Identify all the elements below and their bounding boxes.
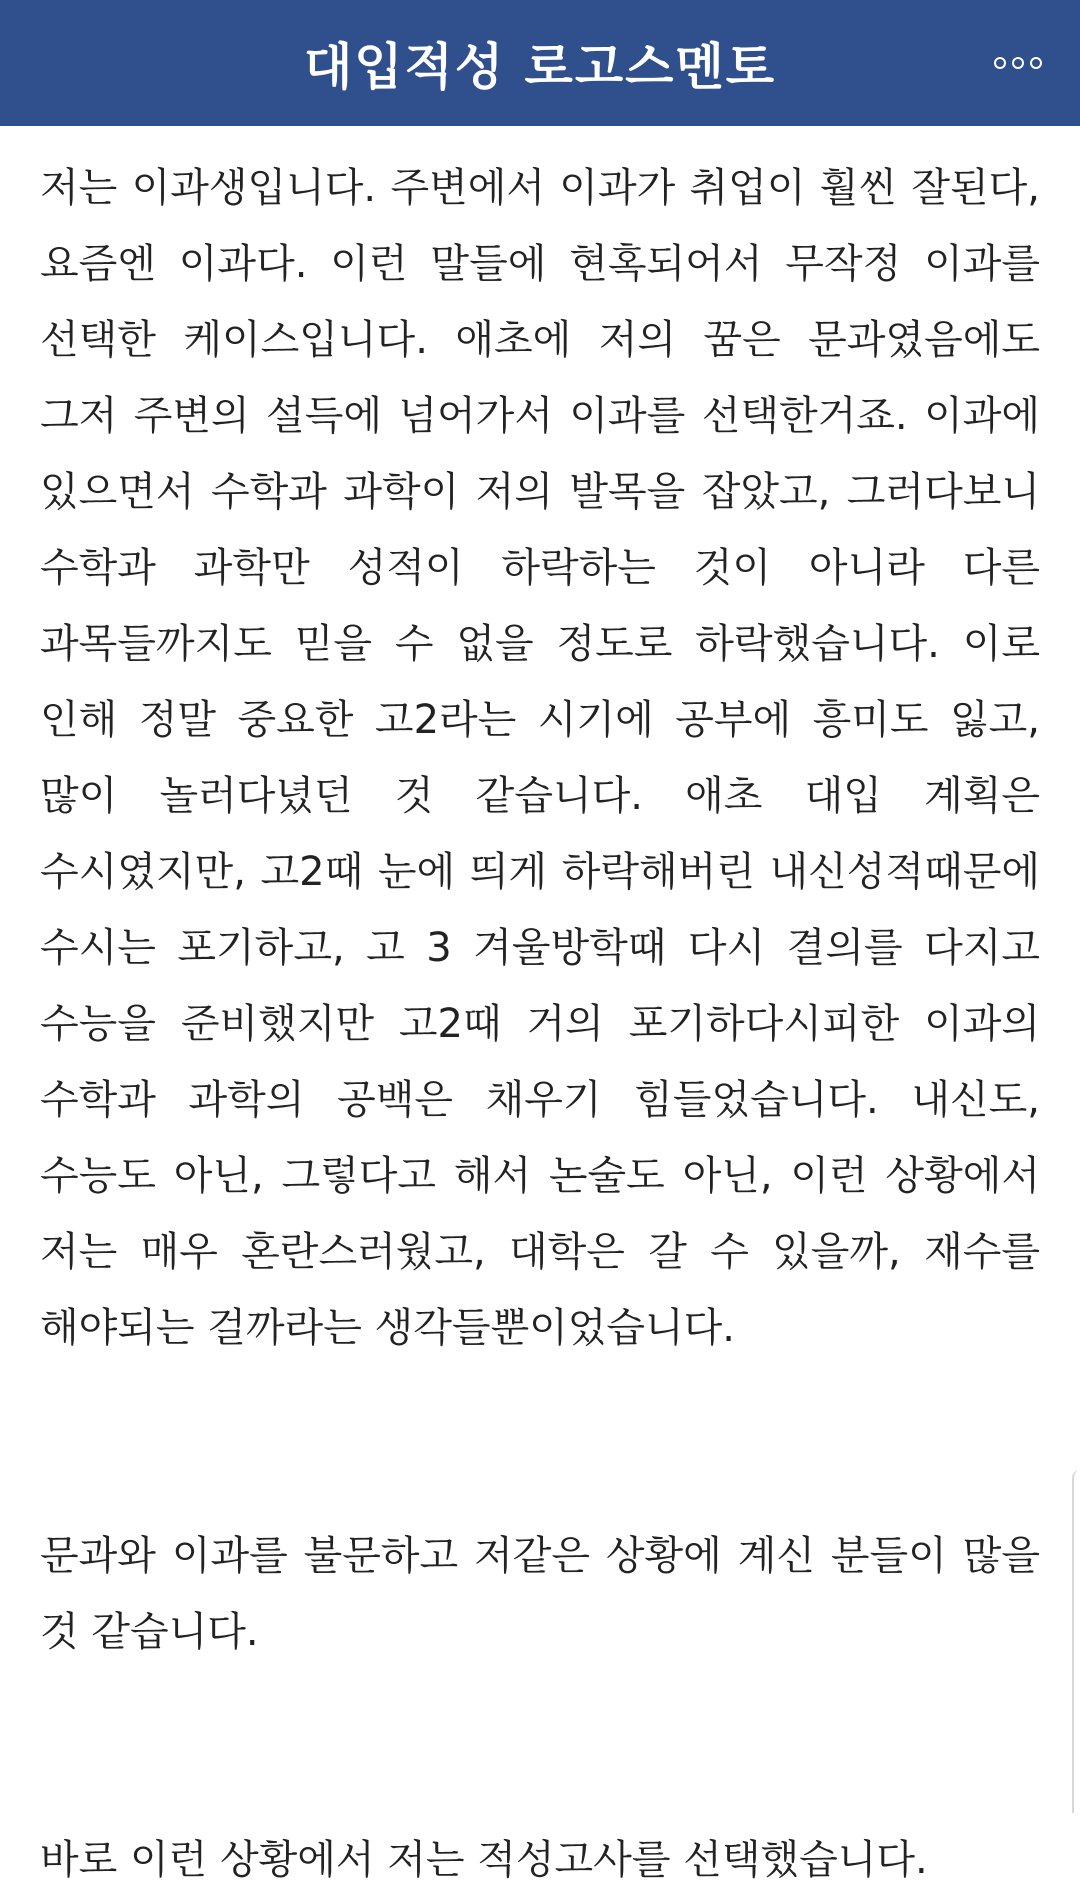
paragraph-common: 문과와 이과를 불문하고 저같은 상황에 계신 분들이 많을 것 같습니다.	[40, 1533, 1040, 1655]
header-title: 대입적성 로고스멘토	[303, 38, 777, 96]
more-horizontal-icon	[1012, 57, 1024, 69]
app-header	[0, 0, 1080, 126]
paragraph-spacer	[40, 1670, 1040, 1822]
paragraph-spacer	[40, 1366, 1040, 1518]
paragraph-story: 저는 이과생입니다. 주변에서 이과가 취업이 훨씬 잘된다, 요즘엔 이과다. 이런 말들에 현혹되어서 무작정 이과를 선택한 케이스입니다. 애초에 저의 꿈은 문과였음에도 그저 주변의 설득에 넘어가서 이과를 선택한거죠. 이과에 있으면서 수학과 과학이 저의 발목을 잡았고, 그러다보니 수학과 과학만 성적이 하락하는 것이 아니라 다른 과목들까지도 믿을 수 없을 정도로 하락했습니다. 이로 인해 정말 중요한 고2라는 시기에 공부에 흥미도 잃고, 많이 놀러다녔던 것 같습니다. 애초 대입 계획은 수시였지만, 고2때 눈에 띄게 하락해버린 내신성적때문에 수시는 포기하고, 고 3 겨울방학때 다시 결의를 다지고 수능을 준비했지만 고2때 거의 포기하다시피한 이과의 수학과 과학의 공백은 채우기 힘들었습니다. 내신도, 수능도 아닌, 그렇다고 해서 논술도 아닌, 이런 상황에서 저는 매우 혼란스러웠고, 대학은 갈 수 있을까, 재수를 해야되는 걸까라는 생각들뿐이었습니다.	[40, 165, 1040, 1351]
scroll-edge-indicator	[1072, 1470, 1080, 1813]
more-options-button[interactable]	[994, 43, 1042, 83]
post-body	[40, 150, 1040, 1898]
more-horizontal-icon	[1030, 57, 1042, 69]
paragraph-choice: 바로 이런 상황에서 저는 적성고사를 선택했습니다.	[40, 1837, 928, 1883]
more-horizontal-icon	[994, 57, 1006, 69]
